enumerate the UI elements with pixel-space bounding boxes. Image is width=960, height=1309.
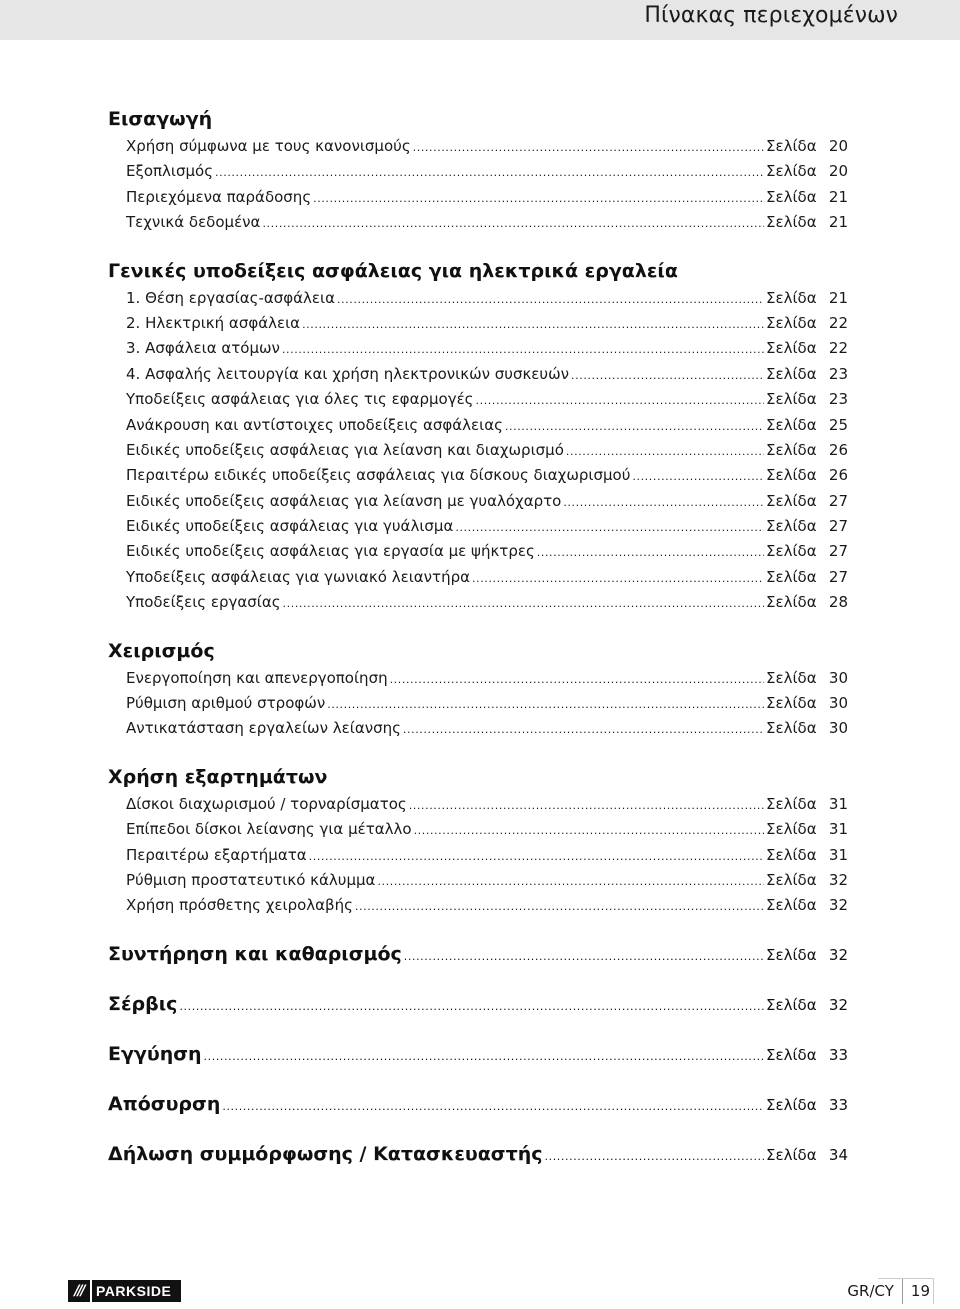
page-word: Σελίδα xyxy=(766,137,817,155)
leader-dots xyxy=(179,982,764,1032)
major-entry-label: Συντήρηση και καθαρισμός xyxy=(108,942,402,965)
page-word: Σελίδα xyxy=(766,995,817,1014)
toc-entry[interactable] xyxy=(108,565,848,590)
toc-entry[interactable] xyxy=(108,185,848,210)
page-number: 22 xyxy=(828,339,848,358)
page-word: Σελίδα xyxy=(766,491,817,510)
toc-entry[interactable] xyxy=(108,792,848,817)
leader-dots xyxy=(204,1032,764,1082)
page-number: 20 xyxy=(828,162,848,181)
page-number: 27 xyxy=(828,517,848,536)
toc-entry[interactable] xyxy=(108,362,848,387)
toc-entry[interactable] xyxy=(108,716,848,741)
page-number: 21 xyxy=(828,187,848,206)
page-number: 27 xyxy=(828,542,848,561)
toc-entry[interactable] xyxy=(108,134,848,159)
page-word: Σελίδα xyxy=(766,364,817,383)
page-number: 32 xyxy=(828,896,848,915)
toc-entry[interactable] xyxy=(108,286,848,311)
leader-dots xyxy=(472,566,764,591)
leader-dots xyxy=(302,312,764,337)
page-word: Σελίδα xyxy=(766,313,817,332)
major-entry-label: Δήλωση συμμόρφωσης / Κατασκευαστής xyxy=(108,1142,543,1165)
page-number: 27 xyxy=(828,491,848,510)
toc-entry[interactable] xyxy=(108,489,848,514)
page-word: Σελίδα xyxy=(766,415,817,434)
toc-entry[interactable] xyxy=(108,590,848,615)
toc-entry[interactable] xyxy=(108,413,848,438)
major-entry-label: Εγγύηση xyxy=(108,1042,202,1065)
entry-label: Εξοπλισμός xyxy=(126,162,214,181)
leader-dots xyxy=(327,692,764,717)
page-word: Σελίδα xyxy=(766,896,817,915)
entry-label: Αντικατάσταση εργαλείων λείανσης xyxy=(126,719,401,738)
page-number: 21 xyxy=(828,288,848,307)
entry-label: Ρύθμιση προστατευτικό κάλυμμα xyxy=(126,870,376,889)
toc-entry[interactable] xyxy=(108,336,848,361)
leader-dots xyxy=(505,414,764,439)
page-number: 23 xyxy=(828,390,848,409)
leader-dots xyxy=(337,287,764,312)
page-number: 32 xyxy=(828,870,848,889)
page-number: 27 xyxy=(828,567,848,586)
brand-name: PARKSIDE xyxy=(90,1280,181,1302)
leader-dots xyxy=(283,591,764,616)
leader-dots xyxy=(403,717,764,742)
leader-dots xyxy=(537,540,764,565)
leader-dots xyxy=(414,818,764,843)
toc-entry[interactable] xyxy=(108,868,848,893)
page-word: Σελίδα xyxy=(766,1095,817,1114)
section-gap xyxy=(108,616,848,636)
leader-dots xyxy=(566,439,764,464)
section-title: Εισαγωγή xyxy=(108,108,213,130)
leader-dots xyxy=(632,464,764,489)
entry-label: Ανάκρουση και αντίστοιχες υποδείξεις ασφάλειας xyxy=(126,415,503,434)
entry-label: Ειδικές υποδείξεις ασφάλειας για εργασία με ψήκτρες xyxy=(126,542,535,561)
toc-entry[interactable] xyxy=(108,159,848,184)
section-gap xyxy=(108,236,848,256)
leader-dots xyxy=(563,490,764,515)
page-word: Σελίδα xyxy=(766,593,817,612)
toc-entry[interactable] xyxy=(108,387,848,412)
leader-dots xyxy=(404,932,764,982)
page-word: Σελίδα xyxy=(766,719,817,738)
page-number: 33 xyxy=(828,1095,848,1114)
page-word: Σελίδα xyxy=(766,870,817,889)
page-number: 32 xyxy=(828,945,848,964)
page-number: 20 xyxy=(828,137,848,155)
page-word: Σελίδα xyxy=(766,339,817,358)
page-number: 33 xyxy=(828,1045,848,1064)
entry-label: Περιεχόμενα παράδοσης xyxy=(126,187,312,206)
entry-label: Επίπεδοι δίσκοι λείανσης για μέταλλο xyxy=(126,820,412,839)
entry-label: 3. Ασφάλεια ατόμων xyxy=(126,339,280,358)
toc-entry[interactable] xyxy=(108,539,848,564)
page-title: Πίνακας περιεχομένων xyxy=(644,3,898,28)
section-title: Χρήση εξαρτημάτων xyxy=(108,765,328,788)
major-entry-label: Σέρβις xyxy=(108,992,178,1015)
leader-dots xyxy=(476,388,765,413)
page-number: 21 xyxy=(828,213,848,232)
toc-entry[interactable] xyxy=(108,691,848,716)
toc-entry[interactable] xyxy=(108,210,848,235)
page-word: Σελίδα xyxy=(766,945,817,964)
leader-dots xyxy=(313,186,764,211)
page-number: 28 xyxy=(828,593,848,612)
entry-label: Υποδείξεις ασφάλειας για όλες τις εφαρμογές xyxy=(126,390,474,409)
entry-label: Τεχνικά δεδομένα xyxy=(126,213,261,232)
page-number: 26 xyxy=(828,466,848,485)
page-word: Σελίδα xyxy=(766,668,817,687)
toc-entry[interactable] xyxy=(108,311,848,336)
page-number: 22 xyxy=(828,313,848,332)
page-footer xyxy=(847,1278,934,1304)
page-number-footer: 19 xyxy=(910,1282,930,1300)
page-word: Σελίδα xyxy=(766,845,817,864)
leader-dots xyxy=(390,667,764,692)
page-word: Σελίδα xyxy=(766,213,817,232)
entry-label: Χρήση πρόσθετης χειρολαβής xyxy=(126,896,353,915)
page-number: 31 xyxy=(828,794,848,813)
page-word: Σελίδα xyxy=(766,567,817,586)
entry-label: Ενεργοποίηση και απενεργοποίηση xyxy=(126,668,388,687)
page-word: Σελίδα xyxy=(766,542,817,561)
toc-major-entry[interactable] xyxy=(108,1029,848,1079)
toc-major-entry[interactable] xyxy=(108,979,848,1029)
toc-major-entry[interactable] xyxy=(108,929,848,979)
toc-entry[interactable] xyxy=(108,666,848,691)
page-word: Σελίδα xyxy=(766,187,817,206)
toc-entry[interactable] xyxy=(108,893,848,918)
toc-entry[interactable] xyxy=(108,843,848,868)
section-title: Χειρισμός xyxy=(108,639,215,662)
toc-entry[interactable] xyxy=(108,438,848,463)
page-number: 30 xyxy=(828,694,848,713)
leader-dots xyxy=(571,363,764,388)
leader-dots xyxy=(413,135,764,160)
leader-dots xyxy=(282,337,764,362)
toc-entry[interactable] xyxy=(108,817,848,842)
section-title: Γενικές υποδείξεις ασφάλειας για ηλεκτρικά εργαλεία xyxy=(108,259,678,282)
page-word: Σελίδα xyxy=(766,162,817,181)
page-number: 26 xyxy=(828,440,848,459)
entry-label: Ρύθμιση αριθμού στροφών xyxy=(126,694,326,713)
logo-stripes-icon: /// xyxy=(68,1280,90,1302)
page-word: Σελίδα xyxy=(766,390,817,409)
section-gap xyxy=(108,919,848,929)
leader-dots xyxy=(545,1132,764,1182)
page-number: 32 xyxy=(828,995,848,1014)
leader-dots xyxy=(222,1082,764,1132)
page-word: Σελίδα xyxy=(766,820,817,839)
entry-label: Περαιτέρω εξαρτήματα xyxy=(126,845,307,864)
entry-label: Ειδικές υποδείξεις ασφάλειας για λείανση και διαχωρισμό xyxy=(126,440,564,459)
page-number: 31 xyxy=(828,820,848,839)
page-number: 30 xyxy=(828,719,848,738)
leader-dots xyxy=(377,869,764,894)
page-word: Σελίδα xyxy=(766,517,817,536)
page-number: 31 xyxy=(828,845,848,864)
toc-major-entry[interactable] xyxy=(108,1129,848,1179)
page-word: Σελίδα xyxy=(766,794,817,813)
leader-dots xyxy=(355,894,764,919)
entry-label: Περαιτέρω ειδικές υποδείξεις ασφάλειας για δίσκους διαχωρισμού xyxy=(126,466,631,485)
leader-dots xyxy=(309,844,764,869)
page-word: Σελίδα xyxy=(766,694,817,713)
page-number: 25 xyxy=(828,415,848,434)
page-number: 30 xyxy=(828,668,848,687)
major-entry-label: Απόσυρση xyxy=(108,1092,221,1115)
section-gap xyxy=(108,742,848,762)
page-word: Σελίδα xyxy=(766,440,817,459)
leader-dots xyxy=(262,211,764,236)
page-word: Σελίδα xyxy=(766,1145,817,1164)
table-of-contents xyxy=(108,104,848,1179)
toc-entry[interactable] xyxy=(108,463,848,488)
leader-dots xyxy=(455,515,764,540)
entry-label: 2. Ηλεκτρική ασφάλεια xyxy=(126,313,301,332)
entry-label: Χρήση σύμφωνα με τους κανονισμούς xyxy=(126,137,411,155)
leader-dots xyxy=(409,793,764,818)
page-number-frame xyxy=(878,1278,934,1304)
page-number: 23 xyxy=(828,364,848,383)
page-word: Σελίδα xyxy=(766,1045,817,1064)
page-header xyxy=(0,0,960,40)
entry-label: 4. Ασφαλής λειτουργία και χρήση ηλεκτρονικών συσκευών xyxy=(126,364,570,383)
entry-label: Υποδείξεις εργασίας xyxy=(126,593,281,612)
toc-major-entry[interactable] xyxy=(108,1079,848,1129)
entry-label: Ειδικές υποδείξεις ασφάλειας για λείανση με γυαλόχαρτο xyxy=(126,491,562,510)
parkside-logo xyxy=(68,1280,181,1302)
toc-entry[interactable] xyxy=(108,514,848,539)
entry-label: 1. Θέση εργασίας-ασφάλεια xyxy=(126,288,335,307)
leader-dots xyxy=(215,160,764,185)
country-code: GR/CY xyxy=(847,1282,894,1300)
entry-label: Υποδείξεις ασφάλειας για γωνιακό λειαντήρα xyxy=(126,567,470,586)
page-word: Σελίδα xyxy=(766,466,817,485)
page-word: Σελίδα xyxy=(766,288,817,307)
entry-label: Ειδικές υποδείξεις ασφάλειας για γυάλισμα xyxy=(126,517,454,536)
page-number: 34 xyxy=(828,1145,848,1164)
entry-label: Δίσκοι διαχωρισμού / τορναρίσματος xyxy=(126,794,407,813)
